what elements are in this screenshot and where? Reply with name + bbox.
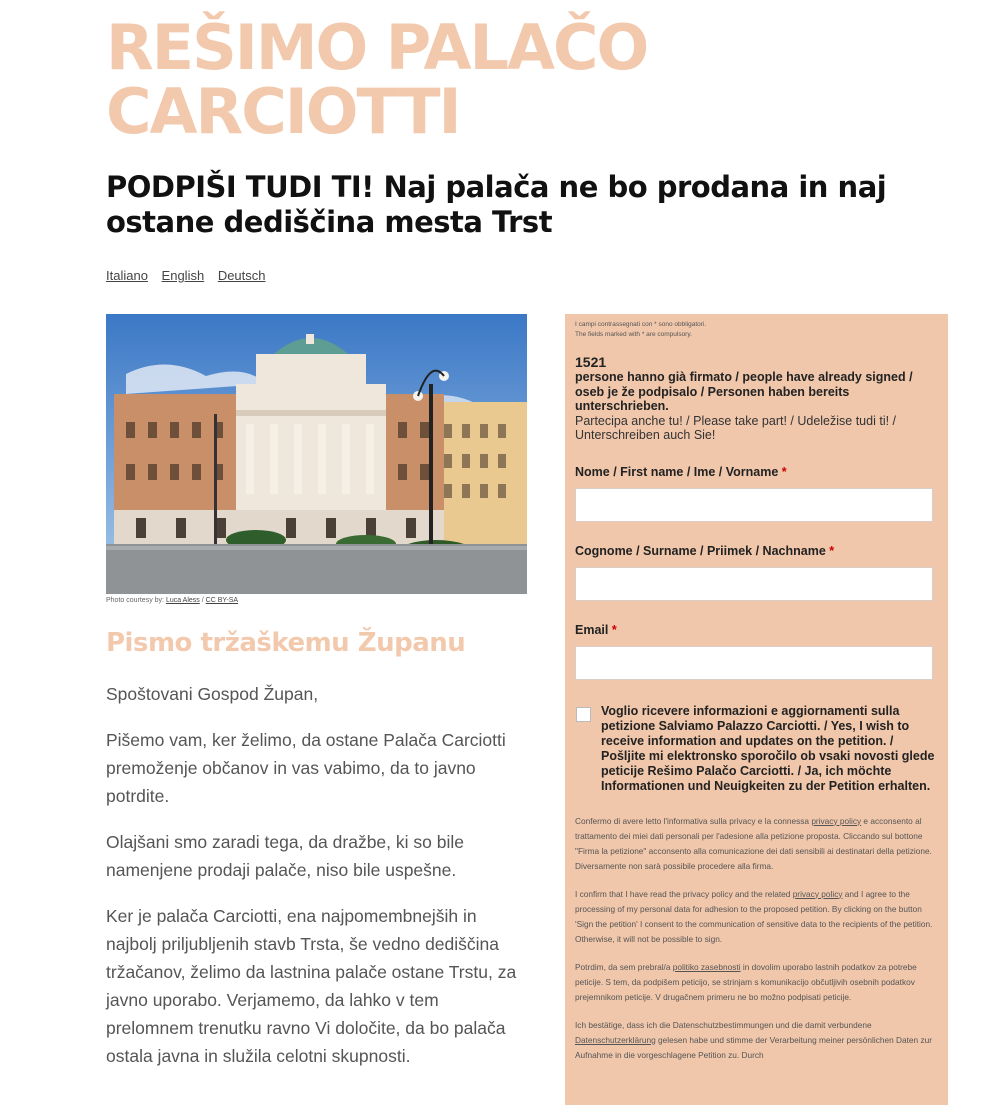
lang-link-italiano[interactable]: Italiano: [106, 268, 148, 283]
first-name-label: [575, 465, 938, 479]
privacy-consent-text: [575, 814, 938, 1063]
privacy-policy-link-sl[interactable]: politiko zasebnosti: [672, 961, 741, 972]
consent-text: Potrdim, da sem prebral/a: [575, 961, 673, 972]
last-name-label: [575, 544, 938, 558]
email-label-text: Email: [575, 622, 609, 637]
newsletter-label: Voglio ricevere informazioni e aggiornamenti sulla petizione Salviamo Palazzo Carciotti. / Yes, I wish to receive information and updates on the petition. / Pošljite mi elektronsko sporočilo ob vsaki novosti glede peticije Rešimo Palačo Carciotti. / Ja, ich möchte Informationen und Neuigkeiten zu der Petition erhalten.: [601, 703, 935, 793]
last-name-field[interactable]: [575, 567, 933, 601]
newsletter-checkbox[interactable]: [576, 707, 591, 722]
title-line-2: CARCIOTTI: [106, 75, 460, 148]
consent-text: and I agree to the processing of my personal data for adhesion to the proposed petition. By clicking on the button 'Sign the petition' I consent to the communication of sensitive data to the recipients of the petition. Otherwise, it will not be possible to sign.: [575, 888, 933, 944]
required-mark: *: [829, 543, 835, 558]
caption-separator: /: [201, 597, 204, 604]
privacy-policy-link-it[interactable]: privacy policy: [811, 815, 862, 826]
required-note-en: The fields marked with * are compulsory.: [575, 331, 692, 338]
privacy-policy-link-en[interactable]: privacy policy: [792, 888, 843, 899]
first-name-field[interactable]: [575, 488, 933, 522]
photo-author-link[interactable]: Luca Aless: [165, 597, 200, 604]
letter-paragraph: Spoštovani Gospod Župan,: [106, 684, 319, 704]
letter-body: [106, 680, 531, 1088]
take-part-text: Partecipa anche tu! / Please take part! / Udeležise tudi ti! / Unterschreiben auch Sie!: [575, 413, 897, 442]
lang-link-english[interactable]: English: [161, 268, 205, 283]
caption-prefix: Photo courtesy by:: [106, 597, 164, 604]
letter-paragraph: Pišemo vam, ker želimo, da ostane Palača Carciotti premoženje občanov in vas vabimo, da to javno potrdite.: [106, 730, 506, 806]
consent-paragraph-sl: [575, 960, 938, 1005]
letter-title: Pismo tržaškemu Županu: [106, 628, 466, 658]
required-mark: *: [611, 622, 617, 637]
letter-paragraph: Olajšani smo zaradi tega, da dražbe, ki so bile namenjene prodaji palače, niso bile uspešne.: [106, 832, 464, 880]
signature-count-text: persone hanno già firmato / people have already signed / oseb je že podpisalo / Personen haben bereits unterschrieben.: [575, 370, 913, 413]
required-note-it: I campi contrassegnati con * sono obbligatori.: [575, 321, 707, 328]
consent-paragraph-it: [575, 814, 938, 874]
newsletter-option: [575, 704, 938, 794]
page-subtitle: PODPIŠI TUDI TI! Naj palača ne bo prodana in naj ostane dediščina mesta Trst: [106, 170, 887, 239]
consent-text: I confirm that I have read the privacy policy and the related: [575, 888, 793, 899]
email-field[interactable]: [575, 646, 933, 680]
consent-text: gelesen habe und stimme der Verarbeitung meiner persönlichen Daten zur Aufnahme in die vorgeschlagene Petition zu. Durch: [575, 1034, 932, 1060]
petition-form: [565, 314, 948, 1105]
required-mark: *: [781, 464, 787, 479]
first-name-label-text: Nome / First name / Ime / Vorname: [575, 464, 779, 479]
email-label: [575, 623, 938, 637]
photo-license-link[interactable]: CC BY-SA: [205, 597, 239, 604]
consent-paragraph-en: [575, 887, 938, 947]
consent-text: e acconsento al trattamento dei miei dati personali per l'adesione alla petizione proposta. Cliccando sul bottone "Firma la petizione" acconsento alla comunicazione dei dati sensibili ai destinatari della petizione. Diversamente non sarà possibile procedere alla firma.: [575, 815, 932, 871]
language-switcher: [106, 268, 276, 283]
consent-text: Confermo di avere letto l'informativa sulla privacy e la connessa: [575, 815, 812, 826]
palace-photo: [106, 314, 527, 594]
consent-paragraph-de: [575, 1018, 938, 1063]
signature-count: 1521: [575, 354, 607, 370]
photo-caption: [106, 597, 238, 604]
consent-text: Ich bestätige, dass ich die Datenschutzbestimmungen und die damit verbundene: [575, 1019, 872, 1030]
title-line-1: REŠIMO PALAČO: [106, 11, 648, 84]
last-name-label-text: Cognome / Surname / Priimek / Nachname: [575, 543, 826, 558]
letter-paragraph: Ker je palača Carciotti, ena najpomembnejših in najbolj priljubljenih stavb Trsta, še vedno dediščina tržačanov, želimo da lastnina palače ostane Trstu, za javno uporabo. Verjamemo, da lahko v tem prelomnem trenutku ravno Vi določite, da bo palača ostala javna in služila celotni skupnosti.: [106, 906, 517, 1066]
lang-link-deutsch[interactable]: Deutsch: [217, 268, 266, 283]
privacy-policy-link-de[interactable]: Datenschutzerklärung: [575, 1034, 656, 1045]
consent-text: in dovolim uporabo lastnih podatkov za potrebe peticije. S tem, da podpišem peticijo, se strinjam s komunikacijo občutljivih osebnih podatkov prejemnikom peticije. V drugačnem primeru ne bo možno podpisati peticije.: [575, 961, 917, 1002]
page-title: [106, 11, 906, 148]
